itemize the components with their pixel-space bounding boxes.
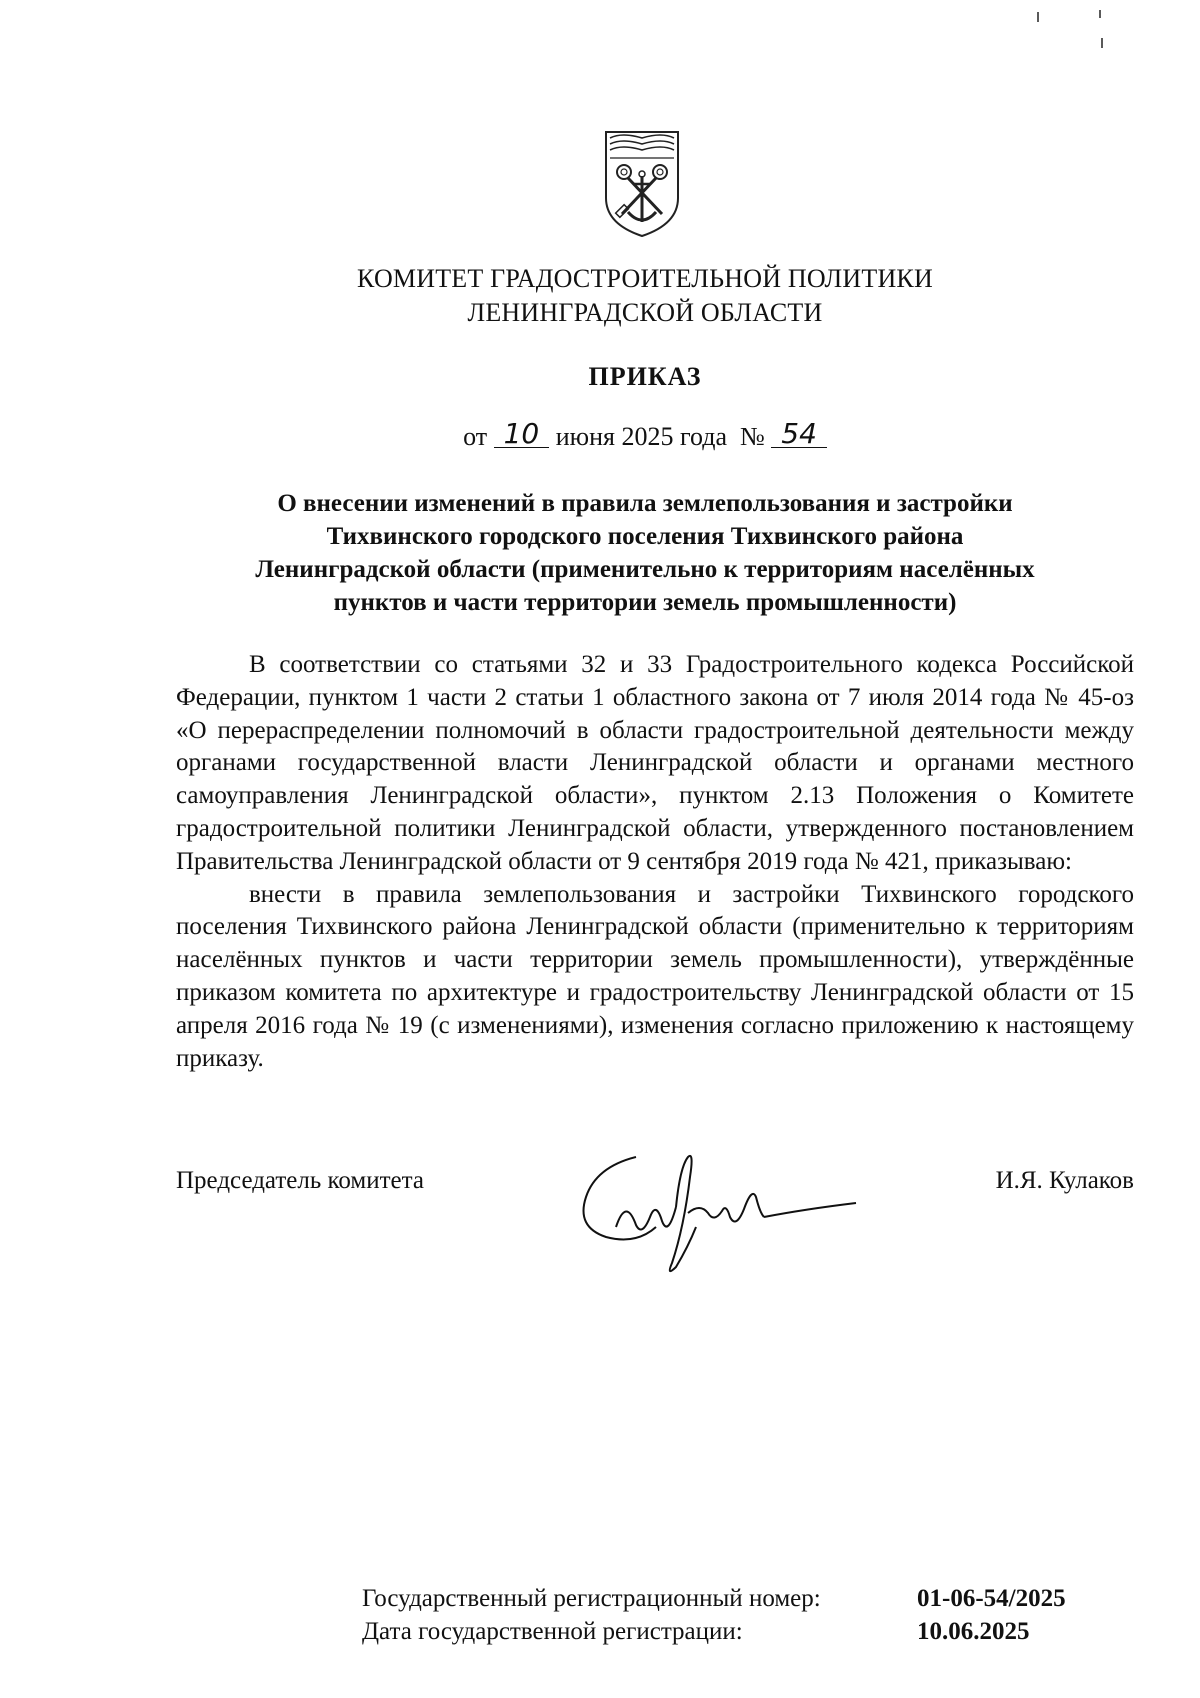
coat-of-arms-emblem xyxy=(602,128,682,238)
scan-artifact-marks xyxy=(1020,8,1110,58)
order-day-handwritten: 10 xyxy=(494,421,550,448)
body-paragraph-2: внести в правила землепользования и застройки Тихвинского городского поселения Тихвинского района Ленинградской области (применительно к территориям населённых пунктов и части территории земель промышленности), утверждённые приказом комитета по архитектуре и градостроительству Ленинградской области от 15 апреля 2016 года № 19 (с изменениями), изменения согласно приложению к настоящему приказу. xyxy=(176,880,1134,1072)
order-body xyxy=(176,649,1134,1075)
handwritten-signature xyxy=(576,1137,866,1287)
committee-line-2: ЛЕНИНГРАДСКОЙ ОБЛАСТИ xyxy=(467,298,823,327)
heading-line-2: Тихвинского городского поселения Тихвинского района xyxy=(326,523,964,550)
registration-date-row xyxy=(362,1615,1066,1648)
signer-name: И.Я. Кулаков xyxy=(995,1167,1134,1194)
order-month-year: июня 2025 года xyxy=(555,422,727,451)
registration-date-value: 10.06.2025 xyxy=(917,1618,1030,1645)
signer-position: Председатель комитета xyxy=(176,1167,424,1194)
order-heading xyxy=(0,487,1200,619)
order-title: ПРИКАЗ xyxy=(588,362,702,391)
body-paragraph-1: В соответствии со статьями 32 и 33 Градостроительного кодекса Российской Федерации, пунктом 1 части 2 статьи 1 областного закона от 7 июля 2014 года № 45-оз «О перераспределении полномочий в области градостроительной деятельности между органами государственной власти Ленинградской области и органами местного самоуправления Ленинградской области», пунктом 2.13 Положения о Комитете градостроительной политики Ленинградской области, утвержденного постановлением Правительства Ленинградской области от 9 сентября 2019 года № 421, приказываю: xyxy=(176,651,1134,875)
registration-number-row xyxy=(362,1582,1066,1615)
registration-number-label: Государственный регистрационный номер: xyxy=(362,1585,821,1612)
registration-number-value: 01-06-54/2025 xyxy=(917,1585,1066,1612)
heading-line-1: О внесении изменений в правила землепользования и застройки xyxy=(277,490,1013,517)
registration-block xyxy=(362,1582,1066,1648)
signature-block xyxy=(176,1167,1134,1297)
heading-line-3: Ленинградской области (применительно к территориям населённых xyxy=(255,556,1035,583)
committee-line-1: КОМИТЕТ ГРАДОСТРОИТЕЛЬНОЙ ПОЛИТИКИ xyxy=(357,264,933,293)
order-number-handwritten: 54 xyxy=(771,421,827,448)
order-date-prefix: от xyxy=(463,422,488,451)
order-number-sign: № xyxy=(739,422,765,451)
heading-line-4: пунктов и части территории земель промышленности) xyxy=(333,589,957,616)
order-date-line xyxy=(0,417,1200,452)
registration-date-label: Дата государственной регистрации: xyxy=(362,1618,743,1645)
committee-name xyxy=(0,262,1200,330)
